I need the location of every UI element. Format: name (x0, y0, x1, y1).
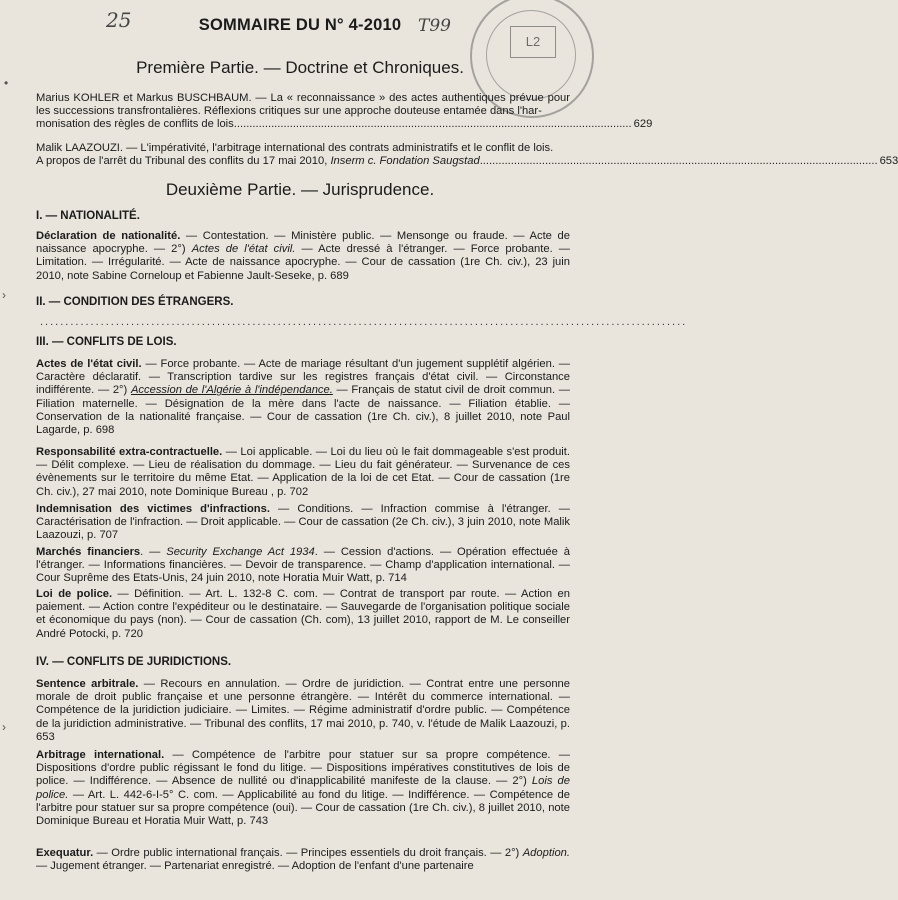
doctrine-entry-2-case: Inserm c. Fondation Saugstad (330, 155, 480, 168)
entry-declaration-nationalite (36, 230, 570, 283)
entry-text: — Conditions. — Infraction commise à l'étranger. — Caractérisation de l'infraction. — Droit applicable. — Cour de cassation (2e Ch. civ.), 3 juin 2010, note Malik Laazouzi, p. 707 (36, 503, 570, 542)
entry-text: — Loi applicable. — Loi du lieu où le fait dommageable s'est produit. — Délit complexe. — Lieu de réalisation du dommage. — Lieu du fait générateur. — Survenance de ces évènements sur le territoire du même Etat. — Application de la loi de cet Etat. — Cour de cassation (1re Ch. civ.), 27 mai 2010, note Dominique Bureau , p. 702 (36, 446, 570, 498)
entry-text: — Compétence de l'arbitre pour statuer sur sa propre compétence. — Dispositions d'ordre public régissant le fond du litige. — Dispositions impératives constitutives de lois de police. — Indifférence. — Absence de nullité ou d'inapplicabilité manifeste de la clause. — 2°) (36, 749, 570, 788)
entry-keyword: Arbitrage international. (36, 749, 165, 761)
doctrine-entry-2-lead (36, 155, 878, 168)
doctrine-entry-1 (36, 92, 653, 132)
entry-indemnisation (36, 503, 570, 543)
entry-text: — Art. L. 442-6-I-5° C. com. — Applicabilité au fond du litige. — Indifférence. — Compétence de l'arbitre pour statuer sur sa propre compétence (oui). — Cour de cassation (1re Ch. civ.), 8 juillet 2010, note Dominique Bureau et Horatia Muir Watt, p. 743 (36, 788, 570, 828)
entry-text: — Français de statut civil de droit commun. — Filiation maternelle. — Désignation de la mère dans l'acte de naissance. — Filiation établie. — Conservation de la nationalité française. — Cour de cassation (1re Ch. civ.), 8 juillet 2010, note Paul Lagarde, p. 698 (36, 384, 570, 437)
section-empty-dots: ................................................................................................................................ (40, 316, 688, 328)
handwritten-page-note: 25 (106, 8, 132, 32)
handwritten-ref-note: T99 (418, 16, 451, 36)
stamp-label: L2 (510, 26, 556, 58)
entry-keyword: Actes de l'état civil. (36, 358, 142, 370)
entry-keyword: Loi de police. (36, 588, 113, 600)
page-title: SOMMAIRE DU N° 4-2010 (198, 16, 402, 34)
section-nationalite: I. — NATIONALITÉ. (36, 210, 140, 222)
entry-keyword: Marchés financiers (36, 546, 141, 558)
entry-keyword: Indemnisation des victimes d'infractions. (36, 503, 270, 515)
part1-heading-text: Première Partie. — Doctrine et Chroniques. (136, 58, 464, 77)
entry-text: — Force probante. — Acte de mariage résultant d'un jugement supplétif algérien. — Caractère déclaratif. — Transcription tardive sur les registres français d'état civil. — Circonstance indifférente. — 2°) (36, 358, 570, 397)
entry-sentence-arbitrale (36, 678, 570, 744)
entry-actes-etat-civil (36, 358, 570, 437)
doctrine-entry-2-text: Malik LAAZOUZI. — L'impérativité, l'arbitrage international des contrats administratifs et le conflit de lois. (36, 142, 554, 154)
margin-mark: › (2, 720, 6, 734)
entry-arbitrage-international (36, 749, 570, 828)
doctrine-entry-1-text: Marius KOHLER et Markus BUSCHBAUM. — La « reconnaissance » des actes authentiques prévue pour les successions transfrontalières. Réflexions critiques sur une approche douteuse entamée dans l'har- (36, 92, 570, 118)
entry-italic: Adoption. (522, 847, 570, 859)
entry-text: — Acte dressé à l'étranger. — Force probante. — Limitation. — Irrégularité. — Acte de naissance apocryphe. — Cour de cassation (1re Ch. civ.), 23 juin 2010, note Sabine Corneloup et Fabienne Jault-Seseke, p. 689 (36, 243, 570, 282)
entry-text: — Contestation. — Ministère public. — Mensonge ou fraude. — Acte de naissance apocryphe. — 2°) (36, 230, 570, 256)
section-conflits-juridictions: IV. — CONFLITS DE JURIDICTIONS. (36, 656, 232, 668)
entry-italic: Lois de police. (36, 775, 570, 801)
entry-keyword: Exequatur. (36, 847, 94, 859)
part2-heading-text: Deuxième Partie. — Jurisprudence. (165, 180, 435, 199)
entry-text: — Ordre public international français. — Principes essentiels du droit français. — 2°) (93, 847, 523, 859)
part1-heading (0, 58, 600, 78)
entry-italic: Actes de l'état civil. (191, 243, 296, 256)
section-conflits-lois: III. — CONFLITS DE LOIS. (36, 336, 177, 348)
entry-keyword: Sentence arbitrale. (36, 678, 139, 690)
entry-responsabilite (36, 446, 570, 499)
entry-loi-de-police (36, 588, 570, 641)
doctrine-entry-1-line2: monisation des règles de conflits de lois (36, 118, 234, 131)
margin-mark: • (4, 76, 9, 90)
entry-marches-financiers (36, 546, 570, 586)
entry-keyword: Responsabilité extra-contractuelle. (36, 446, 223, 458)
doctrine-entry-1-last-line (36, 118, 653, 131)
leader-dots: ................................................................................................................................ (233, 118, 632, 131)
entry-text: — Recours en annulation. — Ordre de juridiction. — Contrat entre une personne morale de droit public française et une personne étrangère. — Intérêt du commerce international. — Compétence de la juridiction judiciaire. — Limites. — Régime administratif d'ordre public. — Compétence de la juridiction administrative. — Tribunal des conflits, 17 mai 2010, p. 740, v. l'étude de Malik Laazouzi, p. 653 (36, 678, 570, 743)
doctrine-entry-1-lead (36, 118, 632, 131)
margin-mark: › (2, 288, 6, 302)
entry-text: . — (140, 546, 167, 558)
leader-dots: ................................................................................................................................ (479, 155, 878, 168)
entry-keyword: Déclaration de nationalité. (36, 230, 181, 242)
entry-exequatur (36, 847, 570, 873)
doctrine-entry-2-last-line (36, 155, 898, 168)
entry-text: — Définition. — Art. L. 132-8 C. com. — Contrat de transport par route. — Action en paiement. — Action contre l'expéditeur ou le destinataire. — Sauvegarde de l'organisation politique sociale et économique du pays (non). — Cour de cassation (Ch. com), 13 juillet 2010, rapport de M. Le conseiller André Potocki, p. 720 (36, 588, 570, 640)
entry-text: — Jugement étranger. — Partenariat enregistré. — Adoption de l'enfant d'une partenaire (36, 860, 474, 873)
section-condition-etrangers: II. — CONDITION DES ÉTRANGERS. (36, 296, 234, 308)
doctrine-entry-2-line2: A propos de l'arrêt du Tribunal des conflits du 17 mai 2010, (36, 155, 331, 168)
part2-heading (0, 180, 600, 200)
doctrine-entry-2 (36, 142, 898, 168)
doctrine-entry-2-page: 653 (879, 155, 898, 168)
entry-italic: Accession de l'Algérie à l'indépendance. (130, 384, 333, 397)
doctrine-entry-1-page: 629 (633, 118, 653, 131)
entry-italic: Security Exchange Act 1934 (166, 546, 315, 558)
entry-text: . — Cession d'actions. — Opération effectuée à l'étranger. — Informations financières. — Devoir de transparence. — Champ d'application international. — Cour Suprême des Etats-Unis, 24 juin 2010, note Horatia Muir Watt, p. 714 (36, 546, 570, 585)
